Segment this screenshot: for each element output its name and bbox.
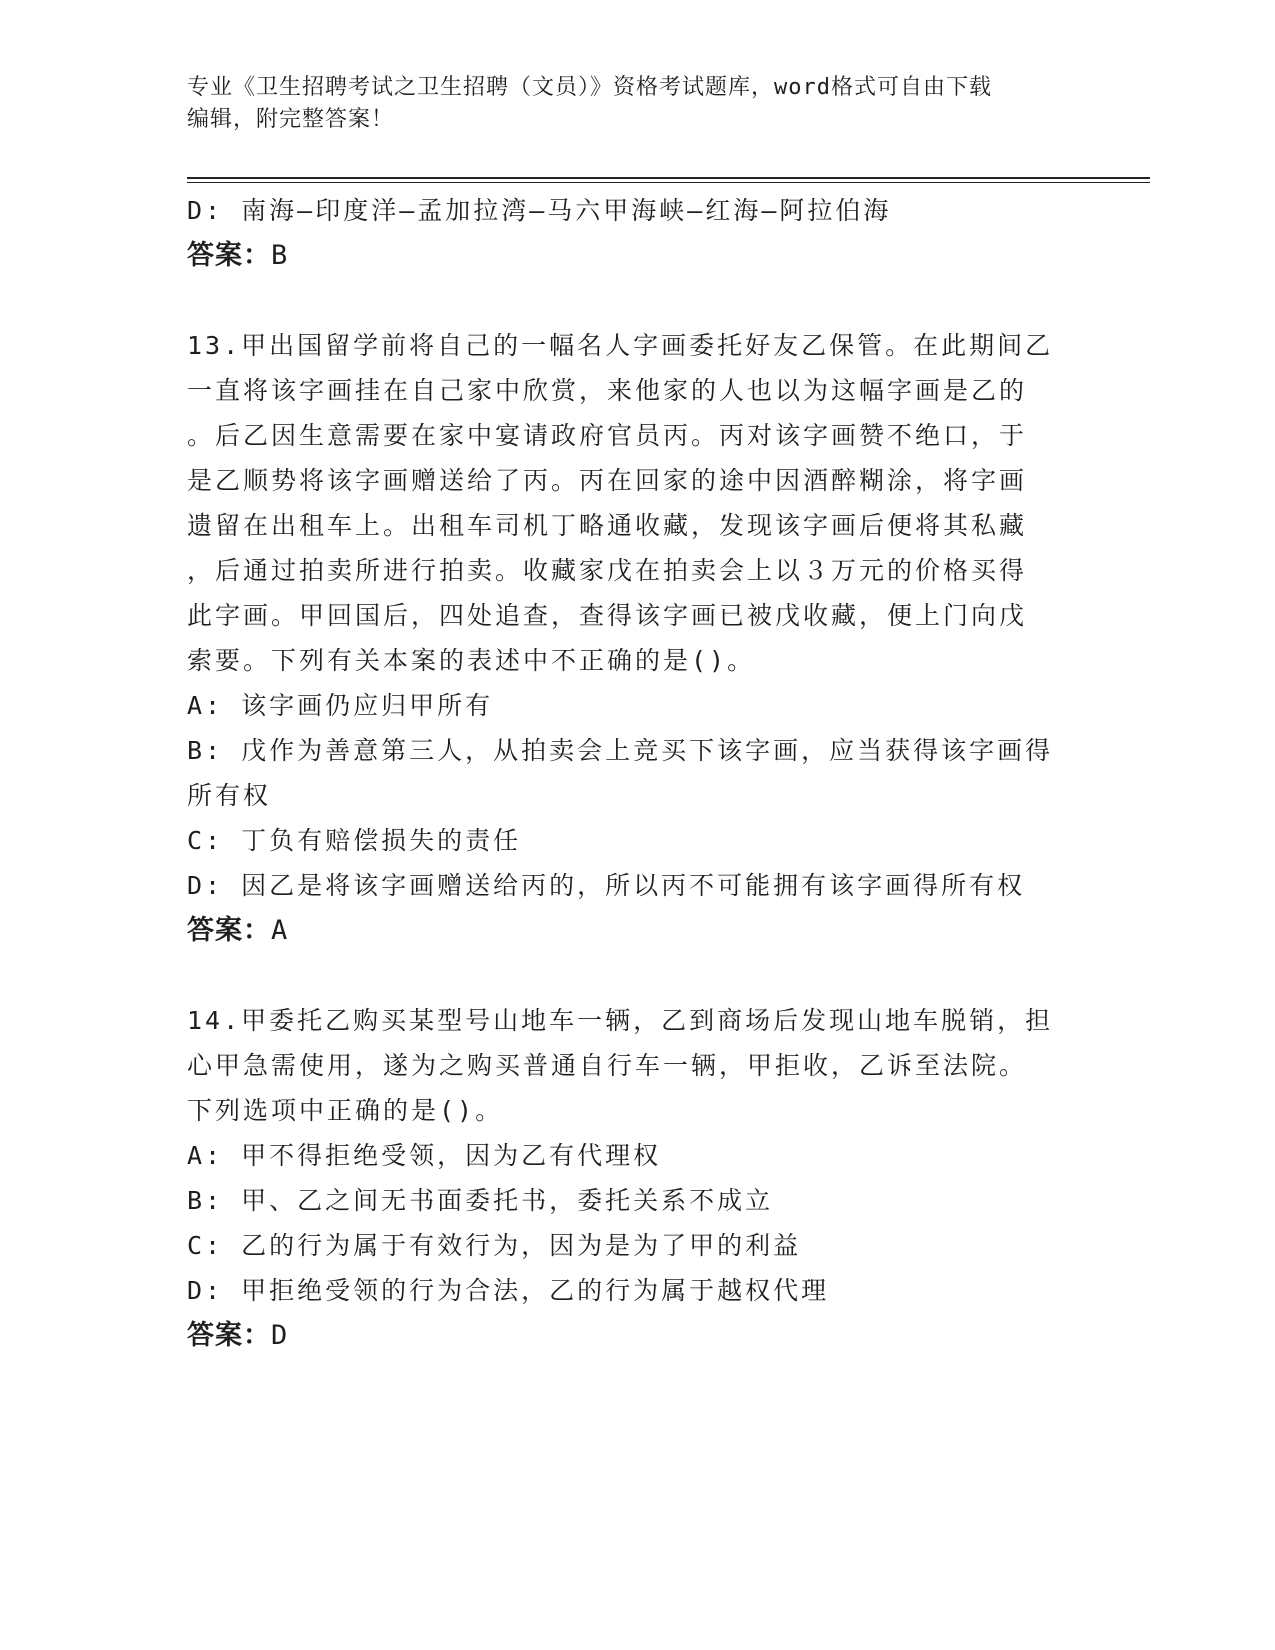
document-body — [187, 188, 1067, 1359]
header-line-2: 编辑，附完整答案！ — [187, 107, 395, 132]
option-c: C: 丁负有赔偿损失的责任 — [187, 826, 522, 855]
question-text-line: 此字画。甲回国后，四处追查，查得该字画已被戊收藏，便上门向戊 — [187, 601, 1028, 630]
option-b-continued: 所有权 — [187, 781, 272, 810]
answer-value: A — [271, 915, 289, 946]
question-text-line: 索要。下列有关本案的表述中不正确的是()。 — [187, 646, 756, 675]
question-text-line: 遗留在出租车上。出租车司机丁略通收藏，发现该字画后便将其私藏 — [187, 511, 1028, 540]
question-text-line: 下列选项中正确的是()。 — [187, 1096, 504, 1125]
option-b: B: 戊作为善意第三人，从拍卖会上竞买下该字画，应当获得该字画得 — [187, 736, 1054, 765]
option-d: D: 因乙是将该字画赠送给丙的，所以丙不可能拥有该字画得所有权 — [187, 871, 1026, 900]
document-header — [187, 72, 1087, 136]
question-text-line: 14.甲委托乙购买某型号山地车一辆，乙到商场后发现山地车脱销，担 — [187, 1006, 1054, 1035]
question-text-line: 心甲急需使用，遂为之购买普通自行车一辆，甲拒收，乙诉至法院。 — [187, 1051, 1028, 1080]
option-b: B: 甲、乙之间无书面委托书，委托关系不成立 — [187, 1186, 774, 1215]
prev-question-tail — [187, 188, 1067, 279]
question-13 — [187, 323, 1067, 954]
question-text-line: ，后通过拍卖所进行拍卖。收藏家戊在拍卖会上以３万元的价格买得 — [187, 556, 1028, 585]
question-14 — [187, 998, 1067, 1359]
answer-label: 答案： — [187, 915, 271, 946]
header-line-1: 专业《卫生招聘考试之卫生招聘（文员）》资格考试题库，word格式可自由下载 — [187, 75, 992, 100]
option-a: A: 该字画仍应归甲所有 — [187, 691, 494, 720]
answer-line — [187, 908, 1067, 954]
answer-value: B — [271, 240, 289, 271]
answer-line — [187, 1313, 1067, 1359]
question-text-line: 一直将该字画挂在自己家中欣赏，来他家的人也以为这幅字画是乙的 — [187, 376, 1028, 405]
option-d: D: 甲拒绝受领的行为合法，乙的行为属于越权代理 — [187, 1276, 830, 1305]
option-a: A: 甲不得拒绝受领，因为乙有代理权 — [187, 1141, 662, 1170]
question-text-line: 。后乙因生意需要在家中宴请政府官员丙。丙对该字画赞不绝口，于 — [187, 421, 1028, 450]
option-d: D: 南海—印度洋—孟加拉湾—马六甲海峡—红海—阿拉伯海 — [187, 196, 892, 225]
answer-label: 答案： — [187, 1320, 271, 1351]
header-divider-thick — [187, 177, 1150, 179]
header-divider-thin — [187, 182, 1150, 183]
option-c: C: 乙的行为属于有效行为，因为是为了甲的利益 — [187, 1231, 802, 1260]
answer-line — [187, 233, 1067, 279]
question-text-line: 是乙顺势将该字画赠送给了丙。丙在回家的途中因酒醉糊涂，将字画 — [187, 466, 1028, 495]
question-text-line: 13.甲出国留学前将自己的一幅名人字画委托好友乙保管。在此期间乙 — [187, 331, 1054, 360]
answer-value: D — [271, 1320, 289, 1351]
answer-label: 答案： — [187, 240, 271, 271]
